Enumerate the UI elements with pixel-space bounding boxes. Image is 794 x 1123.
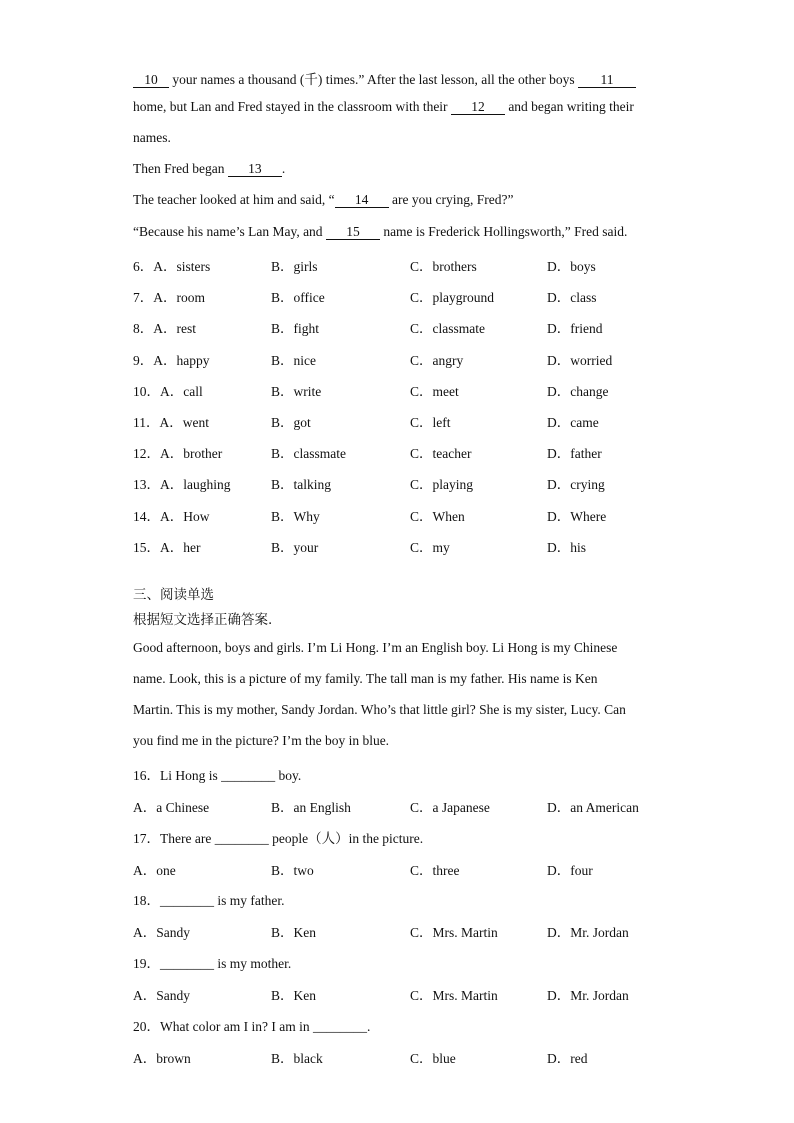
answer-option[interactable]: A．a Chinese <box>133 800 210 815</box>
answer-option[interactable]: C．blue <box>410 1051 456 1066</box>
cloze-option[interactable] <box>547 505 606 525</box>
question-number: 14． <box>133 509 160 524</box>
option-label: A．rest <box>153 321 196 336</box>
blank-10: 10 <box>133 73 169 88</box>
reading-paragraph-line: Good afternoon, boys and girls. I’m Li Hong. I’m an English boy. Li Hong is my Chinese <box>133 640 618 655</box>
cloze-option[interactable] <box>133 473 231 493</box>
passage-line-3: names. <box>133 130 171 145</box>
answer-option[interactable]: B．an English <box>271 800 351 815</box>
question-number: 10． <box>133 384 160 399</box>
answer-option[interactable]: C．Mrs. Martin <box>410 988 498 1003</box>
option-label: A．How <box>160 509 210 524</box>
cloze-option[interactable] <box>133 255 210 275</box>
passage-text: Then Fred began <box>133 161 228 176</box>
option-label: D．his <box>547 540 587 555</box>
passage-text: and began writing their <box>504 99 634 114</box>
option-label: A．brother <box>160 446 223 461</box>
answer-option[interactable]: A．Sandy <box>133 988 190 1003</box>
answer-option[interactable]: B．two <box>271 863 314 878</box>
cloze-option[interactable] <box>133 380 203 400</box>
option-label: B．fight <box>271 321 320 336</box>
cloze-option[interactable] <box>271 505 320 525</box>
option-label: B．your <box>271 540 319 555</box>
question-number: 7． <box>133 290 154 305</box>
blank-11: 11 <box>578 73 636 88</box>
cloze-option[interactable] <box>410 255 477 275</box>
option-label: B．talking <box>271 477 331 492</box>
option-label: C．When <box>410 509 465 524</box>
question-number: 9． <box>133 353 154 368</box>
option-label: C．meet <box>410 384 459 399</box>
cloze-option[interactable] <box>133 536 201 556</box>
option-label: C．brothers <box>410 259 477 274</box>
cloze-option[interactable] <box>410 473 473 493</box>
answer-option[interactable]: B．black <box>271 1051 323 1066</box>
answer-option[interactable]: D．an American <box>547 800 639 815</box>
cloze-option[interactable] <box>547 473 605 493</box>
option-label: C．classmate <box>410 321 485 336</box>
passage-text: name is Frederick Hollingsworth,” Fred said. <box>379 224 628 239</box>
answer-option[interactable]: D．red <box>547 1051 588 1066</box>
blank-14: 14 <box>335 193 389 208</box>
option-label: B．office <box>271 290 325 305</box>
option-label: D．boys <box>547 259 596 274</box>
reading-paragraph-line: Martin. This is my mother, Sandy Jordan. Who’s that little girl? She is my sister, Lucy. Can <box>133 702 626 717</box>
cloze-option[interactable] <box>547 317 602 337</box>
question-stem: 18．________ is my father. <box>133 893 285 908</box>
option-label: C．my <box>410 540 450 555</box>
cloze-option[interactable] <box>547 411 599 431</box>
answer-option[interactable]: B．Ken <box>271 925 316 940</box>
option-label: B．Why <box>271 509 320 524</box>
cloze-option[interactable] <box>410 317 485 337</box>
cloze-option[interactable] <box>271 255 318 275</box>
cloze-option[interactable] <box>133 349 210 369</box>
question-number: 6． <box>133 259 154 274</box>
cloze-option[interactable] <box>271 473 331 493</box>
question-number: 11． <box>133 415 160 430</box>
option-label: D．worried <box>547 353 613 368</box>
cloze-option[interactable] <box>271 411 311 431</box>
passage-text: your names a thousand (千) times.” After the last lesson, all the other boys <box>169 72 579 87</box>
option-label: B．write <box>271 384 322 399</box>
cloze-option[interactable] <box>271 442 346 462</box>
passage-line-2 <box>133 99 634 115</box>
option-label: C．playground <box>410 290 494 305</box>
passage-line-4 <box>133 161 285 177</box>
cloze-option[interactable] <box>271 536 318 556</box>
answer-option[interactable]: A．brown <box>133 1051 191 1066</box>
reading-paragraph-line: you find me in the picture? I’m the boy in blue. <box>133 733 390 748</box>
option-label: C．left <box>410 415 451 430</box>
question-stem: 16．Li Hong is ________ boy. <box>133 768 302 783</box>
option-label: B．got <box>271 415 311 430</box>
option-label: D．change <box>547 384 609 399</box>
option-label: A．went <box>159 415 209 430</box>
cloze-option[interactable] <box>133 505 210 525</box>
answer-option[interactable]: D．Mr. Jordan <box>547 988 629 1003</box>
option-label: D．father <box>547 446 602 461</box>
cloze-option[interactable] <box>133 442 222 462</box>
blank-13: 13 <box>228 162 282 177</box>
passage-text: are you crying, Fred?” <box>388 192 514 207</box>
cloze-option[interactable] <box>410 349 463 369</box>
option-label: D．came <box>547 415 599 430</box>
cloze-option[interactable] <box>410 286 494 306</box>
option-label: C．angry <box>410 353 464 368</box>
option-label: D．friend <box>547 321 603 336</box>
question-stem: 20．What color am I in? I am in ________. <box>133 1019 371 1034</box>
option-label: D．Where <box>547 509 607 524</box>
passage-text: The teacher looked at him and said, “ <box>133 192 335 207</box>
option-label: A．room <box>153 290 205 305</box>
passage-text: “Because his name’s Lan May, and <box>133 224 326 239</box>
cloze-option[interactable] <box>133 411 209 431</box>
option-label: D．class <box>547 290 597 305</box>
cloze-option[interactable] <box>547 442 602 462</box>
question-number: 15． <box>133 540 160 555</box>
blank-12: 12 <box>451 100 505 115</box>
answer-option[interactable]: A．Sandy <box>133 925 190 940</box>
answer-option[interactable]: D．four <box>547 863 593 878</box>
passage-text: . <box>281 161 286 176</box>
option-label: B．girls <box>271 259 318 274</box>
reading-paragraph-line: name. Look, this is a picture of my family. The tall man is my father. His name is Ken <box>133 671 598 686</box>
option-label: C．teacher <box>410 446 472 461</box>
cloze-option[interactable] <box>547 286 597 306</box>
cloze-option[interactable] <box>271 317 319 337</box>
answer-option[interactable]: C．three <box>410 863 460 878</box>
answer-option[interactable]: D．Mr. Jordan <box>547 925 629 940</box>
answer-option[interactable]: A．one <box>133 863 176 878</box>
answer-option[interactable]: C．Mrs. Martin <box>410 925 498 940</box>
option-label: B．nice <box>271 353 316 368</box>
option-label: B．classmate <box>271 446 346 461</box>
passage-line-6 <box>133 224 627 240</box>
cloze-option[interactable] <box>410 380 459 400</box>
cloze-option[interactable] <box>547 380 608 400</box>
cloze-option[interactable] <box>271 286 325 306</box>
section-instruction: 根据短文选择正确答案. <box>133 612 273 628</box>
passage-line-5 <box>133 192 514 208</box>
option-label: D．crying <box>547 477 605 492</box>
cloze-option[interactable] <box>410 505 465 525</box>
cloze-option[interactable] <box>410 411 451 431</box>
answer-option[interactable]: C．a Japanese <box>410 800 490 815</box>
cloze-option[interactable] <box>547 536 586 556</box>
blank-15: 15 <box>326 225 380 240</box>
passage-text: home, but Lan and Fred stayed in the classroom with their <box>133 99 451 114</box>
option-label: A．happy <box>153 353 210 368</box>
cloze-option[interactable] <box>410 442 471 462</box>
question-stem: 19．________ is my mother. <box>133 956 292 971</box>
cloze-option[interactable] <box>271 380 321 400</box>
option-label: C．playing <box>410 477 473 492</box>
question-stem: 17．There are ________ people（人）in the picture. <box>133 831 424 846</box>
cloze-option[interactable] <box>410 536 450 556</box>
option-label: A．sisters <box>153 259 211 274</box>
question-number: 13． <box>133 477 160 492</box>
cloze-option[interactable] <box>547 349 612 369</box>
cloze-option[interactable] <box>271 349 316 369</box>
cloze-option[interactable] <box>133 286 205 306</box>
cloze-option[interactable] <box>547 255 596 275</box>
option-label: A．her <box>160 540 201 555</box>
option-label: A．laughing <box>160 477 231 492</box>
question-number: 12． <box>133 446 160 461</box>
answer-option[interactable]: B．Ken <box>271 988 316 1003</box>
passage-line-1 <box>133 68 636 88</box>
section-title: 三、阅读单选 <box>133 587 214 603</box>
cloze-option[interactable] <box>133 317 196 337</box>
option-label: A．call <box>160 384 203 399</box>
question-number: 8． <box>133 321 154 336</box>
